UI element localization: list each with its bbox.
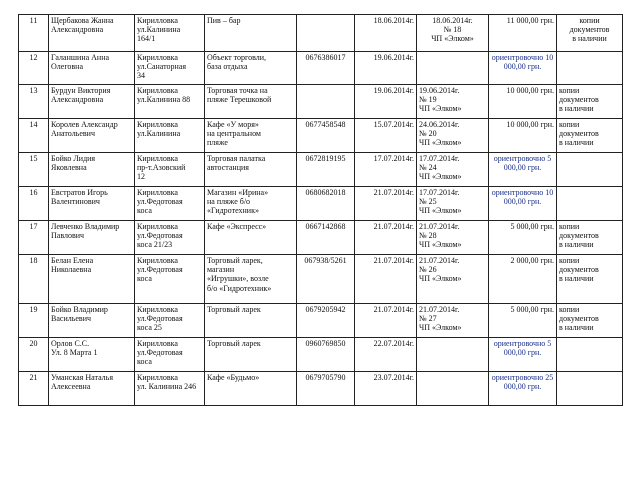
amount: ориентровочно 10 000,00 грн. (489, 52, 557, 85)
address: Кирилловка пр-т.Азовский 12 (135, 153, 205, 187)
owner-name: Белан Елена Николаевна (49, 255, 135, 304)
table-row (19, 153, 623, 187)
note (557, 153, 623, 187)
owner-name: Орлов С.С. Ул. 8 Марта 1 (49, 338, 135, 372)
object-description: Объект торговли, база отдыха (205, 52, 297, 85)
address: Кирилловка ул.Калинина 88 (135, 85, 205, 119)
phone: 0672819195 (297, 153, 355, 187)
contract: 17.07.2014г. № 25 ЧП «Элком» (417, 187, 489, 221)
date: 21.07.2014г. (355, 255, 417, 304)
address: Кирилловка ул.Федотовая коса 25 (135, 304, 205, 338)
address: Кирилловка ул.Федотовая коса 21/23 (135, 221, 205, 255)
contract: 17.07.2014г. № 24 ЧП «Элком» (417, 153, 489, 187)
amount: ориентровочно 25 000,00 грн. (489, 372, 557, 406)
row-number: 20 (19, 338, 49, 372)
registry-table (18, 14, 623, 406)
row-number: 17 (19, 221, 49, 255)
object-description: Магазин «Ирина» на пляже б/о «Гидротехник» (205, 187, 297, 221)
note: копии документов в наличии (557, 119, 623, 153)
date: 21.07.2014г. (355, 187, 417, 221)
object-description: Кафе «Будьмо» (205, 372, 297, 406)
phone (297, 85, 355, 119)
owner-name: Евстратов Игорь Валентинович (49, 187, 135, 221)
row-number: 19 (19, 304, 49, 338)
contract: 21.07.2014г. № 27 ЧП «Элком» (417, 304, 489, 338)
object-description: Пив – бар (205, 15, 297, 52)
contract (417, 372, 489, 406)
phone (297, 15, 355, 52)
phone: 067938/5261 (297, 255, 355, 304)
contract: 21.07.2014г. № 28 ЧП «Элком» (417, 221, 489, 255)
address: Кирилловка ул.Калинина 164/1 (135, 15, 205, 52)
row-number: 18 (19, 255, 49, 304)
owner-name: Уманская Наталья Алексеевна (49, 372, 135, 406)
contract (417, 52, 489, 85)
amount: 5 000,00 грн. (489, 304, 557, 338)
date: 17.07.2014г. (355, 153, 417, 187)
date: 21.07.2014г. (355, 221, 417, 255)
note: копии документов в наличии (557, 15, 623, 52)
owner-name: Щербакова Жанна Александровна (49, 15, 135, 52)
object-description: Кафе «У моря» на центральном пляже (205, 119, 297, 153)
contract (417, 338, 489, 372)
date: 15.07.2014г. (355, 119, 417, 153)
owner-name: Галаншина Анна Олеговна (49, 52, 135, 85)
phone: 0679705790 (297, 372, 355, 406)
note: копии документов в наличии (557, 221, 623, 255)
address: Кирилловка ул.Санаторная 34 (135, 52, 205, 85)
amount: 2 000,00 грн. (489, 255, 557, 304)
date: 23.07.2014г. (355, 372, 417, 406)
owner-name: Левченко Владимир Павлович (49, 221, 135, 255)
row-number: 12 (19, 52, 49, 85)
owner-name: Бурдун Виктория Александровна (49, 85, 135, 119)
note: копии документов в наличии (557, 255, 623, 304)
table-row (19, 338, 623, 372)
date: 19.06.2014г. (355, 52, 417, 85)
row-number: 13 (19, 85, 49, 119)
phone: 0960769850 (297, 338, 355, 372)
table-row (19, 85, 623, 119)
table-row (19, 255, 623, 304)
amount: 10 000,00 грн. (489, 119, 557, 153)
row-number: 21 (19, 372, 49, 406)
address: Кирилловка ул.Федотовая коса (135, 338, 205, 372)
date: 22.07.2014г. (355, 338, 417, 372)
contract: 18.06.2014г. № 18 ЧП «Элком» (417, 15, 489, 52)
phone: 0680682018 (297, 187, 355, 221)
row-number: 15 (19, 153, 49, 187)
address: Кирилловка ул.Калинина (135, 119, 205, 153)
row-number: 14 (19, 119, 49, 153)
owner-name: Королев Александр Анатольевич (49, 119, 135, 153)
date: 19.06.2014г. (355, 85, 417, 119)
address: Кирилловка ул.Федотовая коса (135, 187, 205, 221)
table-row (19, 52, 623, 85)
owner-name: Бойко Владимир Васильевич (49, 304, 135, 338)
object-description: Торговый ларек (205, 304, 297, 338)
note (557, 52, 623, 85)
amount: ориентровочно 5 000,00 грн. (489, 153, 557, 187)
contract: 21.07.2014г. № 26 ЧП «Элком» (417, 255, 489, 304)
amount: 11 000,00 грн. (489, 15, 557, 52)
owner-name: Бойко Лидия Яковлевна (49, 153, 135, 187)
date: 21.07.2014г. (355, 304, 417, 338)
phone: 0667142868 (297, 221, 355, 255)
table-row (19, 304, 623, 338)
note (557, 187, 623, 221)
note (557, 372, 623, 406)
object-description: Кафе «Экспресс» (205, 221, 297, 255)
contract: 24.06.2014г. № 20 ЧП «Элком» (417, 119, 489, 153)
table-row (19, 372, 623, 406)
date: 18.06.2014г. (355, 15, 417, 52)
note (557, 338, 623, 372)
amount: ориентровочно 10 000,00 грн. (489, 187, 557, 221)
row-number: 11 (19, 15, 49, 52)
table-row (19, 187, 623, 221)
table-row (19, 119, 623, 153)
object-description: Торговый ларек (205, 338, 297, 372)
address: Кирилловка ул.Федотовая коса (135, 255, 205, 304)
amount: 10 000,00 грн. (489, 85, 557, 119)
object-description: Торговый ларек, магазин «Игрушки», возле б/о «Гидротехник» (205, 255, 297, 304)
object-description: Торговая палатка автостанция (205, 153, 297, 187)
amount: 5 000,00 грн. (489, 221, 557, 255)
phone: 0677458548 (297, 119, 355, 153)
table-row (19, 221, 623, 255)
row-number: 16 (19, 187, 49, 221)
note: копии документов в наличии (557, 85, 623, 119)
address: Кирилловка ул. Калинина 246 (135, 372, 205, 406)
table-row (19, 15, 623, 52)
phone: 0679205942 (297, 304, 355, 338)
object-description: Торговая точка на пляже Терешковой (205, 85, 297, 119)
note: копии документов в наличии (557, 304, 623, 338)
amount: ориентровочно 5 000,00 грн. (489, 338, 557, 372)
contract: 19.06.2014г. № 19 ЧП «Элком» (417, 85, 489, 119)
phone: 0676386017 (297, 52, 355, 85)
